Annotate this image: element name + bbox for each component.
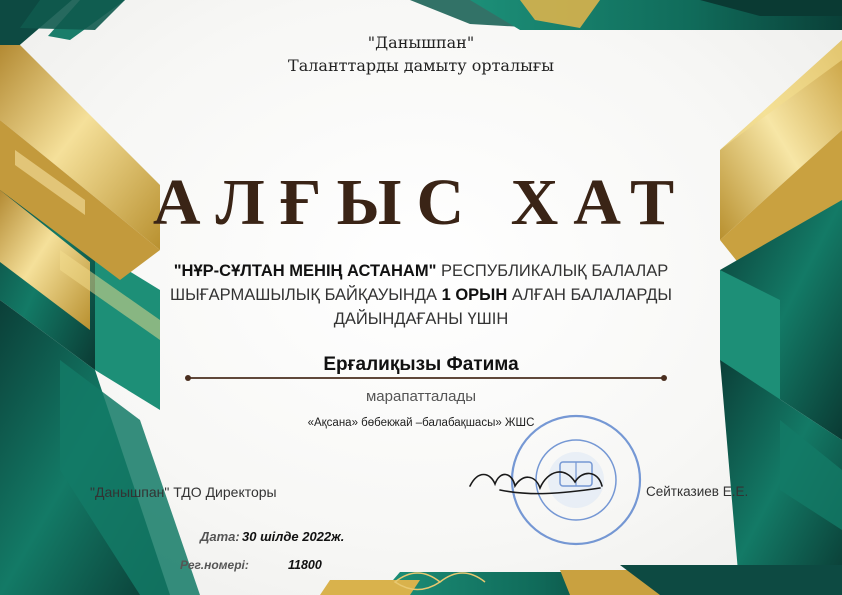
signer-name: Сейтказиев Е.Е.: [646, 484, 749, 499]
certificate-title: АЛҒЫС ХАТ: [152, 166, 690, 239]
reg-label: Рег.номері:: [180, 558, 249, 572]
reason-line-1: "НҰР-СҰЛТАН МЕНІҢ АСТАНАМ" РЕСПУБЛИКАЛЫҚ БАЛАЛАР: [173, 262, 669, 280]
org-subtitle: Таланттарды дамыту орталығы: [288, 56, 554, 75]
date-value: 30 шілде 2022ж.: [242, 529, 345, 544]
reg-number: 11800: [288, 558, 322, 572]
reason-line-2: ШЫҒАРМАШЫЛЫҚ БАЙҚАУЫНДА 1 ОРЫН АЛҒАН БАЛАЛАРДЫ: [169, 286, 673, 304]
award-word: марапатталады: [365, 388, 477, 405]
place-text: 1 ОРЫН: [441, 286, 508, 304]
kindergarten-name: «Ақсана» бөбекжай –балабақшасы» ЖШС: [307, 417, 535, 429]
contest-name: "НҰР-СҰЛТАН МЕНІҢ АСТАНАМ": [173, 262, 437, 280]
org-name: "Данышпан": [367, 33, 475, 52]
reason-line-3: ДАЙЫНДАҒАНЫ ҮШІН: [333, 310, 509, 328]
date-label: Дата:: [200, 529, 240, 544]
director-label: "Данышпан" ТДО Директоры: [90, 484, 277, 500]
recipient-name: Ерғалиқызы Фатима: [323, 354, 519, 375]
